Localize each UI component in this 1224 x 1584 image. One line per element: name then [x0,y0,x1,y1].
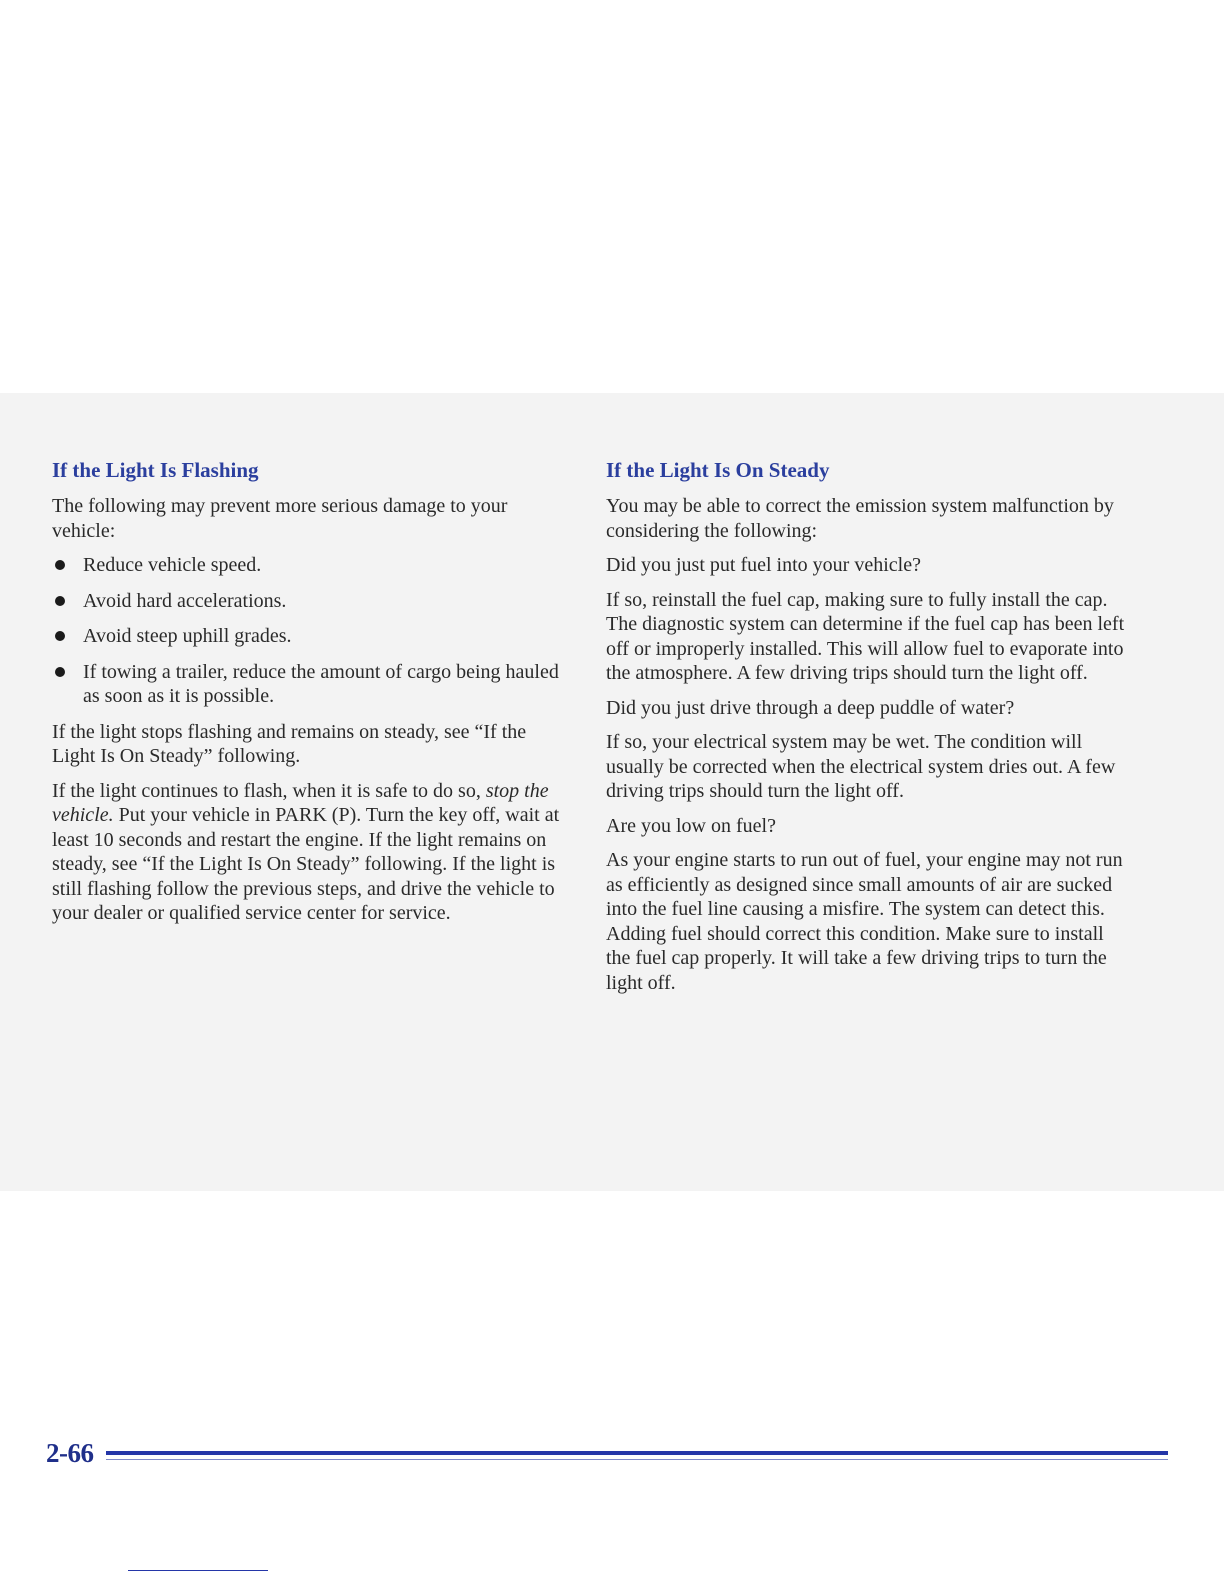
continues-flashing-paragraph [52,779,562,926]
bullet-icon [55,631,65,641]
question-low-fuel: Are you low on fuel? [606,814,776,837]
list-item-text: Reduce vehicle speed. [83,554,262,577]
page-footer [46,1438,1126,1478]
page-number: 2-66 [46,1438,94,1468]
bullet-list [52,553,562,709]
bullet-icon [55,596,65,606]
left-column [52,458,562,936]
list-item [52,660,562,709]
list-item [52,624,562,649]
list-item-text: If towing a trailer, reduce the amount of cargo being hauled as soon as it is possible. [83,660,559,708]
section-heading-steady: If the Light Is On Steady [606,458,830,482]
answer-low-fuel: As your engine starts to run out of fuel, your engine may not run as efficiently as designed since small amounts of air are sucked into the fuel line causing a misfire. The system can detect this. Adding fuel should correct this condition. Make sure to install the fuel cap properly. It will take a few driving trips to turn the light off. [606,849,1123,994]
footer-rule-thin [106,1459,1168,1460]
steady-reference-paragraph: If the light stops flashing and remains on steady, see “If the Light Is On Steady” following. [52,720,527,768]
paragraph-text: Put your vehicle in PARK (P). Turn the key off, wait at least 10 seconds and restart the engine. If the light remains on steady, see “If the Light Is On Steady” following. If the light is still flashing follow the previous steps, and drive the vehicle to your dealer or qualified service center for service. [52,804,560,925]
question-puddle: Did you just drive through a deep puddle of water? [606,696,1015,719]
list-item [52,589,562,614]
footer-rule [106,1451,1168,1455]
intro-paragraph: The following may prevent more serious damage to your vehicle: [52,495,508,542]
paragraph-text: If the light continues to flash, when it is safe to do so, [52,779,486,802]
emphasis-text: stop the vehicle. [52,779,549,827]
list-item-text: Avoid hard accelerations. [83,589,287,612]
bullet-icon [55,560,65,570]
question-fuel: Did you just put fuel into your vehicle? [606,554,921,577]
intro-paragraph: You may be able to correct the emission system malfunction by considering the following: [606,495,1114,542]
bullet-icon [55,667,65,677]
list-item-text: Avoid steep uphill grades. [83,625,292,648]
right-column [606,458,1126,1005]
section-heading-flashing: If the Light Is Flashing [52,458,259,482]
bottom-divider [128,1570,268,1571]
answer-puddle: If so, your electrical system may be wet. The condition will usually be corrected when the electrical system dries out. A few driving trips should turn the light off. [606,731,1116,803]
list-item [52,553,562,578]
answer-fuel: If so, reinstall the fuel cap, making sure to fully install the cap. The diagnostic system can determine if the fuel cap has been left off or improperly installed. This will allow fuel to evaporate into the atmosphere. A few driving trips should turn the light off. [606,588,1125,685]
